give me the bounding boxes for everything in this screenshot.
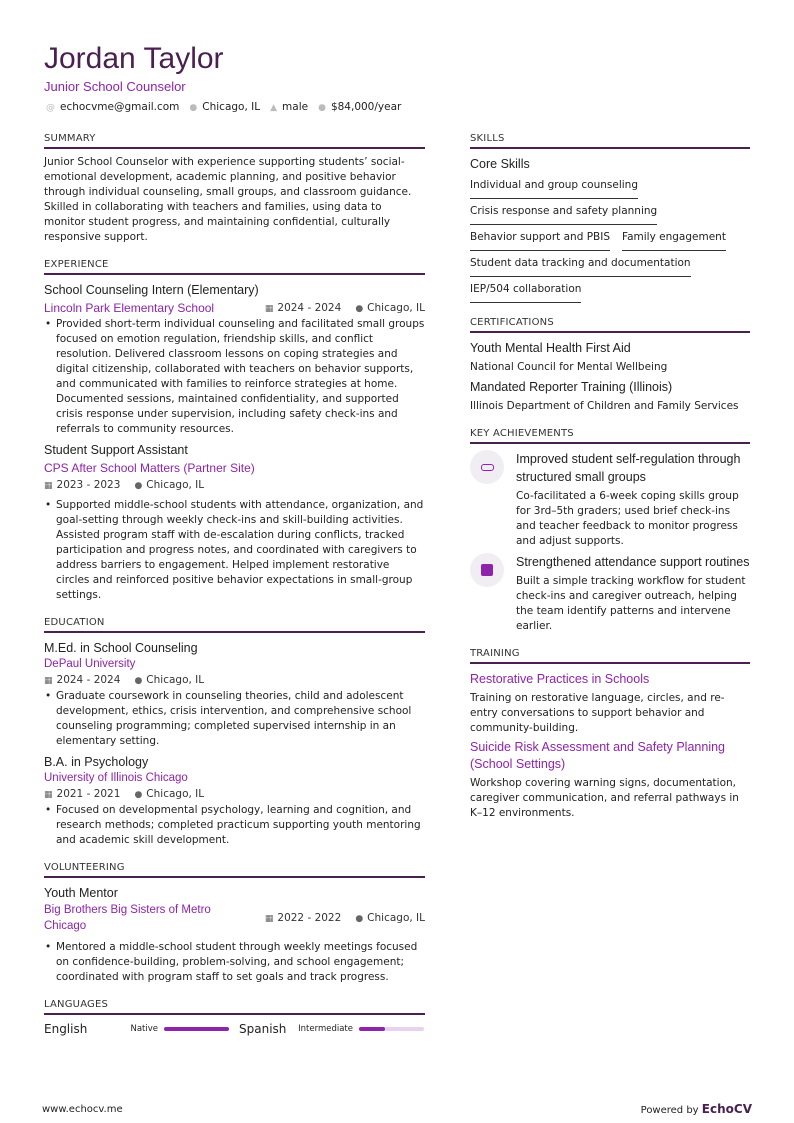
- calendar-icon: ▦: [44, 481, 53, 491]
- education-item: [44, 639, 425, 749]
- dates: 2024 - 2024: [277, 301, 342, 314]
- skill: Student data tracking and documentation: [470, 252, 691, 277]
- battery-icon: [470, 450, 504, 484]
- job-title: Junior School Counselor: [44, 79, 186, 94]
- location: Chicago, IL: [367, 911, 425, 924]
- training-text: Workshop covering warning signs, documentation, caregiver communication, and referral pathways in K–12 environments.: [470, 777, 739, 819]
- experience-heading: EXPERIENCE: [44, 259, 425, 275]
- bullet: • Provided short-term individual counseling and facilitated small groups focused on emotion regulation, friendship skills, and conflict resolution. Delivered classroom lessons on coping strategies and digital citizenship, collaborated with teachers on behavior supports, and communicated with families to reinforce strategies at home. Documented sessions, maintained confidentiality, and supported crisis response under supervision, including safety check-ins and referrals to community resources.: [44, 317, 425, 437]
- achievement-text: Built a simple tracking workflow for student check-ins and caregiver outreach, helping the team identify patterns and intervene earlier.: [516, 575, 746, 632]
- role: Student Support Assistant: [44, 443, 188, 457]
- location-icon: ●: [355, 913, 364, 924]
- location-icon: ●: [134, 676, 143, 686]
- location-icon: ●: [189, 103, 198, 113]
- school: University of Illinois Chicago: [44, 772, 188, 784]
- training-name: Suicide Risk Assessment and Safety Planning (School Settings): [470, 740, 725, 771]
- certification-name: Mandated Reporter Training (Illinois): [470, 380, 673, 394]
- language-level: Intermediate: [298, 1024, 353, 1034]
- right-column: [470, 133, 750, 821]
- dates: 2021 - 2021: [56, 788, 121, 800]
- training-name: Restorative Practices in Schools: [470, 672, 650, 686]
- language-name: Spanish: [239, 1022, 287, 1036]
- education-heading: EDUCATION: [44, 617, 425, 633]
- education-item: [44, 753, 425, 848]
- location: Chicago, IL: [146, 479, 205, 491]
- user-icon: ▲: [270, 103, 278, 113]
- at-icon: @: [46, 103, 55, 113]
- language-bar: [164, 1027, 229, 1031]
- organization: Lincoln Park Elementary School: [44, 301, 215, 315]
- location-icon: ●: [355, 303, 364, 314]
- achievement-text: Co-facilitated a 6-week coping skills group for 3rd–5th graders; used brief check-ins and teacher feedback to monitor progress and adjust supports.: [516, 490, 739, 547]
- location: Chicago, IL: [146, 788, 205, 800]
- experience-item: [44, 281, 425, 437]
- location: Chicago, IL: [202, 101, 261, 113]
- certifications-heading: CERTIFICATIONS: [470, 317, 750, 333]
- languages-heading: LANGUAGES: [44, 999, 425, 1015]
- skill: Behavior support and PBIS: [470, 226, 610, 251]
- bullet: • Focused on developmental psychology, learning and cognition, and research methods; completed practicum supporting youth mentoring and academic skill development.: [44, 803, 425, 848]
- organization: CPS After School Matters (Partner Site): [44, 461, 255, 475]
- location: Chicago, IL: [367, 301, 425, 314]
- contact-info: [46, 101, 401, 113]
- calendar-icon: ▦: [264, 913, 274, 924]
- summary-text: Junior School Counselor with experience supporting students’ social-emotional development, academic planning, and positive behavior through individual counseling, small groups, and classroom guidance. Skilled in collaborating with teachers and families, using data to monitor student progress, and maintaining confidential, culturally responsive support.: [44, 156, 412, 243]
- email[interactable]: echocvme@gmail.com: [60, 101, 180, 113]
- bullet: • Mentored a middle-school student through weekly meetings focused on confidence-building, problem-solving, and school engagement; coordinated with program staff to set goals and track progress.: [44, 940, 425, 985]
- role: Youth Mentor: [44, 886, 118, 900]
- language-item: [44, 1022, 229, 1036]
- school: DePaul University: [44, 658, 136, 670]
- money-icon: ●: [318, 103, 326, 113]
- achievements-heading: KEY ACHIEVEMENTS: [470, 428, 750, 444]
- skill: Individual and group counseling: [470, 174, 638, 199]
- language-name: English: [44, 1022, 88, 1036]
- language-bar: [359, 1027, 424, 1031]
- calendar-icon: ▦: [44, 676, 53, 686]
- skills-heading: SKILLS: [470, 133, 750, 149]
- degree: M.Ed. in School Counseling: [44, 641, 198, 655]
- brand-logo: EchoCV: [701, 1102, 752, 1116]
- footer-site[interactable]: www.echocv.me: [42, 1104, 123, 1115]
- calendar-icon: ▦: [44, 790, 53, 800]
- calendar-icon: ▦: [264, 303, 274, 314]
- role: School Counseling Intern (Elementary): [44, 283, 259, 297]
- language-item: [239, 1022, 424, 1036]
- summary-heading: SUMMARY: [44, 133, 425, 149]
- footer-branding: [641, 1102, 752, 1116]
- achievement-item: [470, 553, 750, 634]
- gender: male: [282, 101, 309, 113]
- volunteering-heading: VOLUNTEERING: [44, 862, 425, 878]
- achievement-item: [470, 450, 750, 549]
- candidate-name: Jordan Taylor: [44, 42, 224, 75]
- powered-by: Powered by: [640, 1105, 699, 1116]
- terminal-icon: [470, 553, 504, 587]
- certification-issuer: Illinois Department of Children and Family Services: [470, 400, 739, 412]
- skills-group: Core Skills: [470, 157, 530, 171]
- left-column: [44, 133, 425, 1036]
- location-icon: ●: [134, 790, 143, 800]
- skills-list: [470, 173, 750, 303]
- achievement-title: Improved student self-regulation through structured small groups: [516, 452, 741, 484]
- dates: 2024 - 2024: [56, 674, 121, 686]
- bullet: • Supported middle-school students with attendance, organization, and goal-setting through weekly check-ins and skill-building activities. Assisted program staff with de-escalation during conflicts, tracked participation and progress notes, and coordinated with caregivers to address barriers to engagement. Helped implement restorative circles and reinforced positive behavior expectations in small-group settings.: [44, 498, 425, 603]
- skill: IEP/504 collaboration: [470, 278, 581, 303]
- volunteering-item: [44, 884, 425, 985]
- location: Chicago, IL: [146, 674, 205, 686]
- dates: 2023 - 2023: [56, 479, 121, 491]
- bullet: • Graduate coursework in counseling theories, child and adolescent development, ethics, crisis intervention, and comprehensive school counseling programming; completed supervised internship in an elementary setting.: [44, 689, 425, 749]
- achievement-title: Strengthened attendance support routines: [516, 555, 750, 569]
- skill: Family engagement: [622, 226, 726, 251]
- certification-issuer: National Council for Mental Wellbeing: [470, 361, 668, 373]
- location-icon: ●: [134, 481, 143, 491]
- organization: Big Brothers Big Sisters of Metro Chicago: [44, 904, 211, 932]
- skill: Crisis response and safety planning: [470, 200, 657, 225]
- certification-name: Youth Mental Health First Aid: [470, 341, 631, 355]
- salary: $84,000/year: [330, 101, 402, 113]
- training-text: Training on restorative language, circles, and re-entry conversations to support behavior and community-building.: [470, 692, 725, 734]
- training-heading: TRAINING: [470, 648, 750, 664]
- degree: B.A. in Psychology: [44, 755, 149, 769]
- language-level: Native: [130, 1024, 158, 1034]
- dates: 2022 - 2022: [277, 911, 342, 924]
- experience-item: [44, 441, 425, 603]
